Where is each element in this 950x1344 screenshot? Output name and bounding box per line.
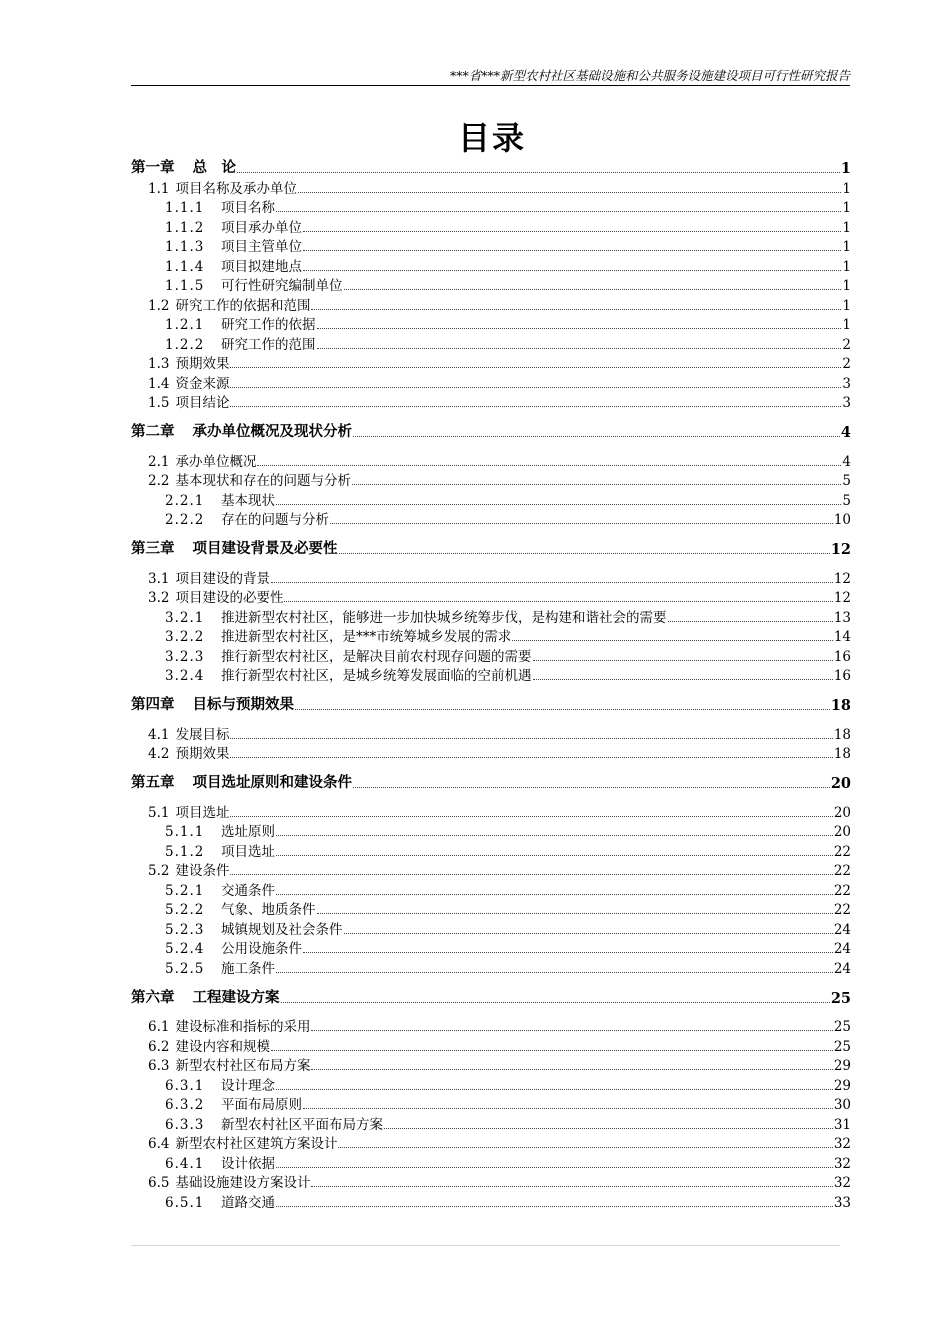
dot-leader — [384, 1128, 833, 1129]
dot-leader — [271, 1050, 833, 1051]
toc-entry-number: 第四章 — [131, 696, 175, 713]
toc-entry-label — [131, 537, 338, 558]
toc-entry[interactable] — [131, 1094, 851, 1114]
toc-entry-text: 推行新型农村社区，是解决目前农村现存问题的需要 — [221, 648, 532, 665]
toc-entry-number: 1.1 — [148, 180, 170, 197]
toc-entry[interactable] — [131, 879, 851, 899]
toc-entry-label — [165, 645, 532, 665]
toc-entry-label — [148, 586, 283, 606]
toc-page-number: 12 — [830, 541, 851, 558]
toc-entry[interactable] — [131, 1035, 851, 1055]
toc-entry-label — [165, 840, 275, 860]
toc-entry-label — [148, 1132, 337, 1152]
toc-entry-number: 3.2.4 — [165, 668, 205, 684]
dot-leader — [353, 436, 840, 437]
toc-entry[interactable] — [131, 899, 851, 919]
dot-leader — [230, 757, 832, 758]
toc-entry-number: 6.3.2 — [165, 1097, 205, 1113]
dot-leader — [303, 231, 841, 232]
toc-entry-label — [148, 352, 229, 372]
toc-entry-text: 基本现状和存在的问题与分析 — [175, 473, 351, 489]
toc-entry-label — [165, 918, 343, 938]
toc-entry-label — [165, 1093, 302, 1113]
toc-entry-text: 工程建设方案 — [192, 988, 280, 1006]
toc-entry-text: 承办单位概况 — [175, 453, 257, 470]
toc-entry[interactable] — [131, 197, 851, 217]
toc-entry-label — [165, 235, 302, 255]
toc-page-number: 10 — [833, 512, 851, 528]
toc-entry[interactable] — [131, 450, 851, 470]
toc-entry-label — [165, 255, 302, 275]
toc-entry[interactable] — [131, 314, 851, 334]
dot-leader — [303, 250, 841, 251]
toc-entry-number: 1.2.1 — [165, 317, 205, 333]
toc-entry-text: 建设内容和规模 — [175, 1038, 270, 1055]
toc-page-number: 2 — [842, 336, 851, 353]
toc-title: 目录 — [457, 119, 526, 157]
toc-entry[interactable] — [131, 236, 851, 256]
toc-entry[interactable] — [131, 587, 851, 607]
toc-entry-label — [165, 820, 275, 840]
toc-entry-label — [148, 469, 351, 489]
dot-leader — [317, 328, 842, 329]
dot-leader — [533, 679, 833, 680]
toc-entry-number: 2.2 — [148, 473, 170, 489]
toc-entry-label — [165, 1191, 275, 1211]
toc-page-number: 18 — [833, 726, 851, 743]
toc-page-number: 2 — [842, 356, 851, 372]
toc-entry-number: 5.2.2 — [165, 902, 205, 918]
toc-page-number: 4 — [840, 424, 851, 441]
toc-entry-label — [165, 1113, 383, 1133]
toc-entry-label — [165, 1152, 275, 1172]
toc-entry-text: 建设标准和指标的采用 — [175, 1019, 311, 1035]
toc-entry[interactable] — [131, 509, 851, 529]
toc-entry[interactable] — [131, 723, 851, 743]
toc-entry-number: 1.1.1 — [165, 200, 205, 216]
toc-entry-text: 资金来源 — [175, 375, 230, 392]
dot-leader — [276, 972, 833, 973]
toc-page-number: 20 — [833, 824, 851, 840]
toc-entry-text: 公用设施条件 — [221, 941, 302, 957]
toc-entry[interactable] — [131, 645, 851, 665]
toc-entry-text: 道路交通 — [221, 1194, 275, 1211]
dot-leader — [295, 709, 830, 710]
toc-entry-label — [148, 567, 270, 587]
toc-page-number: 14 — [833, 629, 851, 645]
toc-page-number: 1 — [842, 219, 851, 236]
toc-entry-label — [148, 177, 297, 197]
toc-entry-text: 研究工作的依据和范围 — [175, 297, 311, 314]
toc-page-number: 12 — [833, 570, 851, 587]
dot-leader — [668, 621, 833, 622]
toc-entry-label — [165, 879, 275, 899]
dot-leader — [230, 874, 832, 875]
toc-entry-label — [148, 391, 229, 411]
toc-page-number: 16 — [833, 648, 851, 665]
dot-leader — [257, 465, 841, 466]
toc-entry[interactable] — [131, 606, 851, 626]
toc-entry-number: 2.2.1 — [165, 492, 205, 509]
toc-entry[interactable] — [131, 1172, 851, 1192]
toc-entry-number: 1.2.2 — [165, 336, 205, 353]
toc-page-number: 29 — [833, 1077, 851, 1094]
toc-entry-number: 第五章 — [131, 774, 175, 791]
footer-rule — [131, 1245, 840, 1246]
toc-entry-label — [165, 937, 302, 957]
dot-leader — [311, 309, 841, 310]
toc-chapter-entry[interactable] — [131, 537, 851, 558]
header-rule — [131, 85, 850, 86]
toc-page-number: 25 — [830, 989, 851, 1007]
dot-leader — [533, 660, 833, 661]
dot-leader — [303, 1108, 833, 1109]
toc-page-number: 4 — [842, 453, 851, 470]
toc-entry[interactable] — [131, 743, 851, 763]
toc-entry-text: 推进新型农村社区，是***市统筹城乡发展的需求 — [221, 629, 512, 645]
toc-entry-label — [165, 1074, 275, 1094]
dot-leader — [276, 1206, 833, 1207]
toc-entry-number: 4.1 — [148, 726, 170, 743]
toc-entry-number: 6.5.1 — [165, 1194, 205, 1211]
toc-entry-text: 项目拟建地点 — [221, 258, 302, 275]
toc-entry-number: 2.2.2 — [165, 512, 205, 528]
dot-leader — [237, 172, 840, 173]
toc-entry-label — [148, 723, 229, 743]
toc-entry-label — [148, 1035, 270, 1055]
toc-entry-label — [131, 986, 280, 1007]
toc-page-number: 1 — [842, 200, 851, 216]
toc-entry-text: 项目结论 — [175, 395, 230, 411]
dot-leader — [353, 787, 830, 788]
toc-entry-label — [131, 156, 236, 177]
toc-entry-label — [148, 1054, 310, 1074]
toc-entry-text: 气象、地质条件 — [221, 902, 316, 918]
toc-entry-text: 基本现状 — [221, 492, 275, 509]
toc-page-number: 1 — [842, 317, 851, 333]
toc-entry-number: 1.1.4 — [165, 258, 205, 275]
toc-entry-text: 目标与预期效果 — [192, 696, 294, 713]
toc-chapter-entry[interactable] — [131, 156, 851, 177]
toc-page-number: 24 — [833, 941, 851, 957]
toc-entry-number: 6.3.3 — [165, 1116, 205, 1133]
toc-entry-text: 项目建设的背景 — [175, 570, 270, 587]
toc-entry-number: 5.2 — [148, 863, 170, 879]
dot-leader — [276, 894, 833, 895]
toc-entry-label — [148, 742, 229, 762]
toc-page-number: 25 — [833, 1019, 851, 1035]
toc-entry[interactable] — [131, 821, 851, 841]
toc-entry[interactable] — [131, 1016, 851, 1036]
toc-chapter-entry[interactable] — [131, 420, 851, 441]
dot-leader — [303, 952, 833, 953]
toc-entry-text: 施工条件 — [221, 960, 275, 977]
toc-entry-label — [165, 333, 316, 353]
dot-leader — [338, 1147, 832, 1148]
toc-entry-number: 5.2.1 — [165, 882, 205, 899]
toc-page-number: 12 — [833, 590, 851, 606]
toc-entry-text: 总 论 — [192, 159, 236, 176]
toc-entry-label — [131, 771, 352, 792]
toc-page-number: 30 — [833, 1097, 851, 1113]
toc-entry-number: 1.5 — [148, 395, 170, 411]
toc-entry-number: 第二章 — [131, 423, 175, 440]
toc-entry-text: 项目建设的必要性 — [175, 590, 284, 606]
toc-page-number: 22 — [833, 882, 851, 899]
toc-entry-number: 3.2 — [148, 590, 170, 606]
toc-page-number: 24 — [833, 921, 851, 938]
toc-entry[interactable] — [131, 489, 851, 509]
toc-entry-text: 新型农村社区平面布局方案 — [221, 1116, 383, 1133]
dot-leader — [330, 523, 833, 524]
dot-leader — [271, 582, 833, 583]
dot-leader — [230, 406, 841, 407]
dot-leader — [230, 387, 841, 388]
dot-leader — [311, 1186, 832, 1187]
toc-entry-text: 研究工作的依据 — [221, 317, 316, 333]
toc-entry-number: 5.1.2 — [165, 843, 205, 860]
toc-entry-label — [165, 274, 343, 294]
toc-page-number: 32 — [833, 1155, 851, 1172]
toc-entry-number: 第三章 — [131, 540, 175, 557]
toc-entry[interactable] — [131, 255, 851, 275]
toc-entry-text: 项目选址 — [175, 804, 230, 821]
dot-leader — [230, 367, 841, 368]
toc-entry-label — [131, 420, 352, 441]
toc-entry-number: 3.1 — [148, 570, 170, 587]
toc-entry-label — [148, 1015, 310, 1035]
toc-entry-text: 新型农村社区布局方案 — [175, 1058, 311, 1074]
toc-entry-number: 5.1 — [148, 804, 170, 821]
toc-entry-text: 项目建设背景及必要性 — [192, 540, 338, 557]
toc-entry-label — [148, 859, 229, 879]
toc-page-number: 25 — [833, 1038, 851, 1055]
toc-entry[interactable] — [131, 392, 851, 412]
toc-entry-label — [165, 313, 316, 333]
toc-entry-number: 1.2 — [148, 297, 170, 314]
toc-entry-number: 6.3 — [148, 1058, 170, 1074]
toc-entry-label — [165, 508, 329, 528]
dot-leader — [276, 1089, 833, 1090]
dot-leader — [317, 348, 842, 349]
toc-chapter-entry[interactable] — [131, 771, 851, 792]
toc-entry[interactable] — [131, 1191, 851, 1211]
toc-entry-number: 1.1.2 — [165, 219, 205, 236]
toc-entry[interactable] — [131, 1113, 851, 1133]
toc-entry-label — [165, 489, 275, 509]
dot-leader — [512, 640, 833, 641]
toc-entry-text: 新型农村社区建筑方案设计 — [175, 1136, 338, 1152]
toc-entry[interactable] — [131, 626, 851, 646]
toc-entry-number: 6.4 — [148, 1136, 170, 1152]
toc-entry-text: 项目名称 — [221, 200, 275, 216]
dot-leader — [276, 835, 833, 836]
toc-entry-number: 6.2 — [148, 1038, 170, 1055]
toc-entry-text: 推行新型农村社区，是城乡统筹发展面临的空前机遇 — [221, 668, 532, 684]
toc-page-number: 22 — [833, 843, 851, 860]
toc-entry-number: 5.2.4 — [165, 941, 205, 957]
toc-page-number: 22 — [833, 902, 851, 918]
toc-entry-label — [148, 372, 229, 392]
toc-entry-label — [148, 1171, 310, 1191]
toc-entry[interactable] — [131, 216, 851, 236]
toc-entry-text: 项目选址 — [221, 843, 275, 860]
toc-page-number: 1 — [842, 258, 851, 275]
dot-leader — [344, 289, 842, 290]
toc-entry-number: 1.1.5 — [165, 278, 205, 294]
dot-leader — [311, 1030, 832, 1031]
toc-entry[interactable] — [131, 801, 851, 821]
toc-entry-text: 项目承办单位 — [221, 219, 302, 236]
toc-entry-text: 项目主管单位 — [221, 239, 302, 255]
toc-entry-label — [165, 196, 275, 216]
toc-page-number: 1 — [842, 180, 851, 197]
toc-entry[interactable] — [131, 665, 851, 685]
dot-leader — [303, 270, 841, 271]
toc-page-number: 13 — [833, 609, 851, 626]
toc-entry[interactable] — [131, 957, 851, 977]
toc-entry-text: 选址原则 — [221, 824, 275, 840]
toc-entry-number: 6.5 — [148, 1175, 170, 1191]
toc-entry-text: 项目名称及承办单位 — [175, 180, 297, 197]
toc-entry-number: 1.4 — [148, 375, 170, 392]
toc-page-number: 5 — [842, 473, 851, 489]
table-of-contents — [131, 156, 851, 1211]
toc-entry[interactable] — [131, 275, 851, 295]
toc-entry-text: 预期效果 — [175, 746, 230, 762]
toc-entry-label — [148, 450, 256, 470]
toc-entry-number: 2.1 — [148, 453, 170, 470]
toc-entry[interactable] — [131, 1055, 851, 1075]
toc-entry-number: 6.3.1 — [165, 1077, 205, 1094]
toc-entry-number: 3.2.2 — [165, 629, 205, 645]
dot-leader — [276, 855, 833, 856]
toc-entry-label — [165, 625, 511, 645]
toc-page-number: 20 — [830, 775, 851, 792]
toc-page-number: 22 — [833, 863, 851, 879]
toc-page-number: 18 — [830, 697, 851, 714]
toc-entry-text: 交通条件 — [221, 882, 275, 899]
toc-entry[interactable] — [131, 840, 851, 860]
toc-entry[interactable] — [131, 567, 851, 587]
toc-entry[interactable] — [131, 294, 851, 314]
dot-leader — [344, 933, 833, 934]
toc-page-number: 29 — [833, 1058, 851, 1074]
toc-entry[interactable] — [131, 1152, 851, 1172]
toc-entry-text: 存在的问题与分析 — [221, 512, 329, 528]
toc-entry-number: 第一章 — [131, 159, 175, 176]
toc-entry-label — [131, 693, 294, 714]
dot-leader — [276, 504, 841, 505]
toc-page-number: 1 — [840, 160, 851, 177]
toc-entry-number: 6.4.1 — [165, 1155, 205, 1172]
toc-entry-number: 5.2.5 — [165, 960, 205, 977]
toc-page-number: 32 — [833, 1136, 851, 1152]
toc-entry-text: 城镇规划及社会条件 — [221, 921, 343, 938]
toc-page-number: 3 — [842, 375, 851, 392]
toc-entry[interactable] — [131, 353, 851, 373]
toc-entry-label — [165, 898, 316, 918]
toc-entry-number: 6.1 — [148, 1019, 170, 1035]
toc-entry[interactable] — [131, 1074, 851, 1094]
toc-entry[interactable] — [131, 1133, 851, 1153]
toc-entry-text: 承办单位概况及现状分析 — [192, 423, 352, 440]
toc-entry-text: 发展目标 — [175, 726, 230, 743]
toc-page-number: 1 — [842, 297, 851, 314]
toc-entry-number: 4.2 — [148, 746, 170, 762]
toc-entry-text: 项目选址原则和建设条件 — [192, 774, 352, 791]
toc-entry-text: 设计依据 — [221, 1155, 275, 1172]
toc-entry-text: 平面布局原则 — [221, 1097, 302, 1113]
toc-entry-text: 基础设施建设方案设计 — [175, 1175, 311, 1191]
dot-leader — [339, 553, 830, 554]
toc-entry-number: 5.2.3 — [165, 921, 205, 938]
dot-leader — [352, 484, 841, 485]
toc-page-number: 32 — [833, 1175, 851, 1191]
toc-entry-label — [148, 294, 310, 314]
toc-entry-text: 推进新型农村社区，能够进一步加快城乡统筹步伐，是构建和谐社会的需要 — [221, 609, 667, 626]
toc-page-number: 31 — [833, 1116, 851, 1133]
toc-page-number: 1 — [842, 239, 851, 255]
toc-entry-number: 3.2.3 — [165, 648, 205, 665]
toc-entry-text: 可行性研究编制单位 — [221, 278, 343, 294]
dot-leader — [311, 1069, 832, 1070]
toc-entry-number: 1.3 — [148, 356, 170, 372]
toc-entry-number: 3.2.1 — [165, 609, 205, 626]
toc-entry[interactable] — [131, 372, 851, 392]
dot-leader — [284, 601, 832, 602]
toc-entry-label — [165, 957, 275, 977]
toc-page-number: 18 — [833, 746, 851, 762]
toc-chapter-entry[interactable] — [131, 986, 851, 1007]
toc-page-number: 16 — [833, 668, 851, 684]
dot-leader — [230, 738, 832, 739]
dot-leader — [276, 1167, 833, 1168]
running-header: ***省***新型农村社区基础设施和公共服务设施建设项目可行性研究报告 — [449, 68, 850, 83]
toc-entry-label — [165, 664, 532, 684]
toc-page-number: 5 — [842, 492, 851, 509]
toc-entry-text: 研究工作的范围 — [221, 336, 316, 353]
toc-entry[interactable] — [131, 333, 851, 353]
toc-entry-text: 预期效果 — [175, 356, 230, 372]
toc-entry-label — [148, 801, 229, 821]
toc-entry-label — [165, 216, 302, 236]
dot-leader — [317, 913, 833, 914]
dot-leader — [230, 816, 832, 817]
toc-entry[interactable] — [131, 938, 851, 958]
toc-entry-number: 5.1.1 — [165, 824, 205, 840]
toc-entry[interactable] — [131, 470, 851, 490]
toc-entry-text: 设计理念 — [221, 1077, 275, 1094]
toc-entry-text: 建设条件 — [175, 863, 230, 879]
toc-page-number: 33 — [833, 1194, 851, 1211]
toc-entry-number: 1.1.3 — [165, 239, 205, 255]
toc-entry-label — [165, 606, 667, 626]
toc-page-number: 24 — [833, 960, 851, 977]
dot-leader — [276, 211, 841, 212]
dot-leader — [281, 1002, 830, 1003]
toc-page-number: 1 — [842, 278, 851, 294]
dot-leader — [298, 192, 841, 193]
toc-entry-number: 第六章 — [131, 988, 175, 1006]
toc-entry[interactable] — [131, 918, 851, 938]
toc-entry[interactable] — [131, 177, 851, 197]
toc-entry[interactable] — [131, 860, 851, 880]
toc-chapter-entry[interactable] — [131, 693, 851, 714]
toc-page-number: 3 — [842, 395, 851, 411]
toc-page-number: 20 — [833, 804, 851, 821]
